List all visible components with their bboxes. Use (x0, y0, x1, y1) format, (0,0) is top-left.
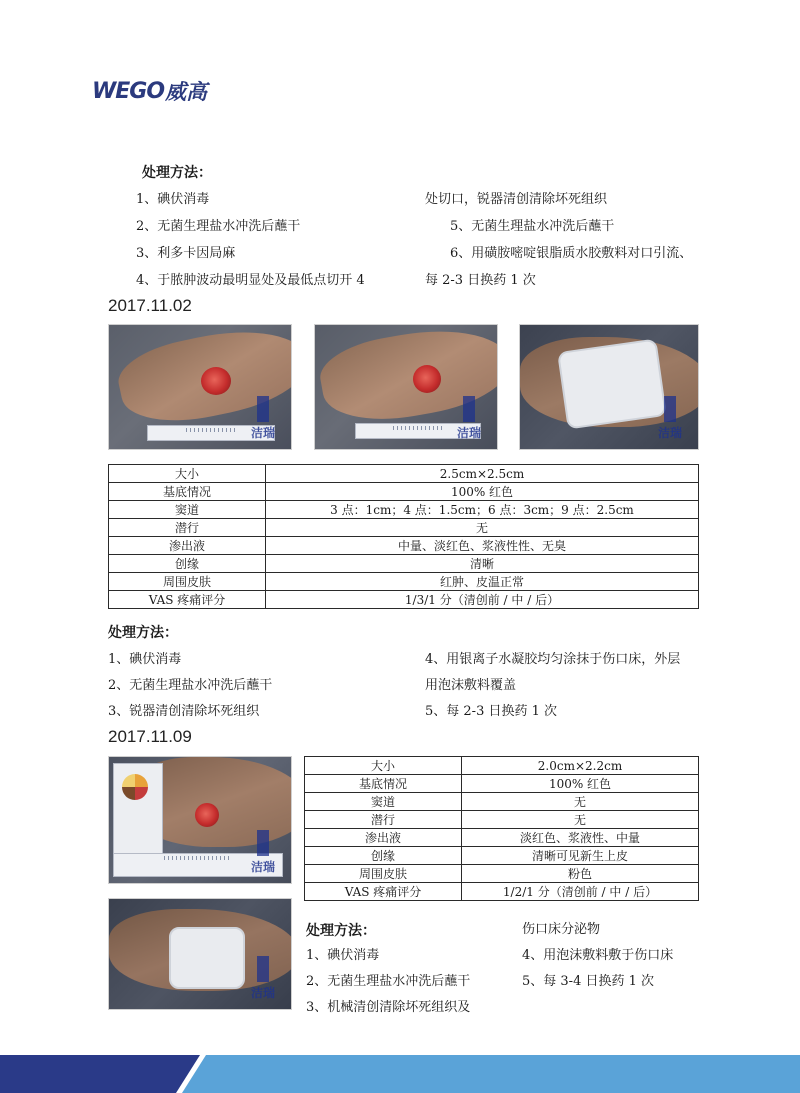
table-label: 基底情况 (109, 483, 266, 501)
table-value: 1/3/1 分（清创前 / 中 / 后） (266, 591, 699, 609)
logo-latin-text: WEGO (92, 78, 165, 104)
table-value: 2.0cm×2.2cm (462, 757, 699, 775)
table-row (305, 883, 699, 901)
table-label: 渗出液 (305, 829, 462, 847)
table-row (305, 847, 699, 865)
table-label: 大小 (305, 757, 462, 775)
method1-step: 5、无菌生理盐水冲洗后蘸干 (450, 219, 615, 234)
table-row (109, 501, 699, 519)
table-value: 3 点：1cm；4 点：1.5cm；6 点：3cm；9 点：2.5cm (266, 501, 699, 519)
table-label: 周围皮肤 (109, 573, 266, 591)
table-label: 大小 (109, 465, 266, 483)
method1-step: 2、无菌生理盐水冲洗后蘸干 (136, 219, 301, 234)
table-value: 红肿、皮温正常 (266, 573, 699, 591)
method2-step: 1、碘伏消毒 (108, 652, 182, 667)
method1-step: 3、利多卡因局麻 (136, 246, 236, 261)
date-label: 2017.11.09 (108, 727, 192, 746)
table-row (109, 537, 699, 555)
table-row (305, 757, 699, 775)
table-label: 潜行 (305, 811, 462, 829)
watermark: 洁瑞 (243, 396, 283, 441)
table-value: 100% 红色 (462, 775, 699, 793)
logo-cjk-text: 威高 (165, 80, 208, 104)
date-label: 2017.11.02 (108, 296, 192, 315)
wound-assessment-table (108, 464, 699, 609)
method1-step: 1、碘伏消毒 (136, 192, 210, 207)
table-row (109, 519, 699, 537)
watermark: 洁瑞 (243, 830, 283, 875)
method3-step: 4、用泡沫敷料敷于伤口床 (522, 948, 674, 963)
method1-step: 每 2-3 日换药 1 次 (425, 273, 536, 288)
wego-logo (92, 78, 207, 104)
table-label: 创缘 (109, 555, 266, 573)
table-row (109, 483, 699, 501)
table-label: 周围皮肤 (305, 865, 462, 883)
table-row (305, 811, 699, 829)
method2-heading: 处理方法： (108, 625, 178, 641)
table-row (305, 865, 699, 883)
table-value: 1/2/1 分（清创前 / 中 / 后） (462, 883, 699, 901)
table-value: 粉色 (462, 865, 699, 883)
watermark: 洁瑞 (650, 396, 690, 441)
table-value: 无 (462, 793, 699, 811)
table-value: 清晰可见新生上皮 (462, 847, 699, 865)
method1-heading: 处理方法： (142, 165, 212, 181)
method2-step: 3、锐器清创清除坏死组织 (108, 704, 260, 719)
wound-photo (108, 324, 292, 450)
wound-photo (108, 756, 292, 884)
table-value: 淡红色、浆液性、中量 (462, 829, 699, 847)
table-value: 清晰 (266, 555, 699, 573)
table-row (109, 465, 699, 483)
table-row (305, 775, 699, 793)
dressing-photo (519, 324, 699, 450)
method2-step: 5、每 2-3 日换药 1 次 (425, 704, 558, 719)
method1-step: 处切口，锐器清创清除坏死组织 (425, 192, 608, 207)
table-row (305, 793, 699, 811)
method3-heading: 处理方法： (306, 923, 376, 939)
watermark: 洁瑞 (243, 956, 283, 1001)
method2-step: 2、无菌生理盐水冲洗后蘸干 (108, 678, 273, 693)
method2-step: 用泡沫敷料覆盖 (425, 678, 517, 693)
table-value: 2.5cm×2.5cm (266, 465, 699, 483)
table-label: 窦道 (305, 793, 462, 811)
method3-step: 3、机械清创清除坏死组织及 (306, 1000, 471, 1015)
table-value: 100% 红色 (266, 483, 699, 501)
table-label: 渗出液 (109, 537, 266, 555)
table-label: 潜行 (109, 519, 266, 537)
method1-step: 6、用磺胺嘧啶银脂质水胶敷料对口引流、 (450, 246, 693, 261)
table-row (109, 591, 699, 609)
table-value: 无 (462, 811, 699, 829)
table-label: VAS 疼痛评分 (109, 591, 266, 609)
method3-step: 伤口床分泌物 (522, 922, 601, 937)
table-row (109, 555, 699, 573)
method2-step: 4、用银离子水凝胶均匀涂抹于伤口床，外层 (425, 652, 681, 667)
table-row (109, 573, 699, 591)
dressing-photo (108, 898, 292, 1010)
table-label: 窦道 (109, 501, 266, 519)
wound-assessment-table (304, 756, 699, 901)
footer-dark-stripe (0, 1055, 200, 1093)
table-label: 创缘 (305, 847, 462, 865)
wound-photo (314, 324, 498, 450)
method1-step: 4、于脓肿波动最明显处及最低点切开 4 (136, 273, 365, 288)
table-row (305, 829, 699, 847)
table-label: VAS 疼痛评分 (305, 883, 462, 901)
method3-step: 5、每 3-4 日换药 1 次 (522, 974, 655, 989)
watermark: 洁瑞 (449, 396, 489, 441)
method3-step: 2、无菌生理盐水冲洗后蘸干 (306, 974, 471, 989)
footer-band (0, 1055, 800, 1093)
table-value: 无 (266, 519, 699, 537)
table-value: 中量、淡红色、浆液性性、无臭 (266, 537, 699, 555)
table-label: 基底情况 (305, 775, 462, 793)
footer-light-stripe (182, 1055, 800, 1093)
method3-step: 1、碘伏消毒 (306, 948, 380, 963)
